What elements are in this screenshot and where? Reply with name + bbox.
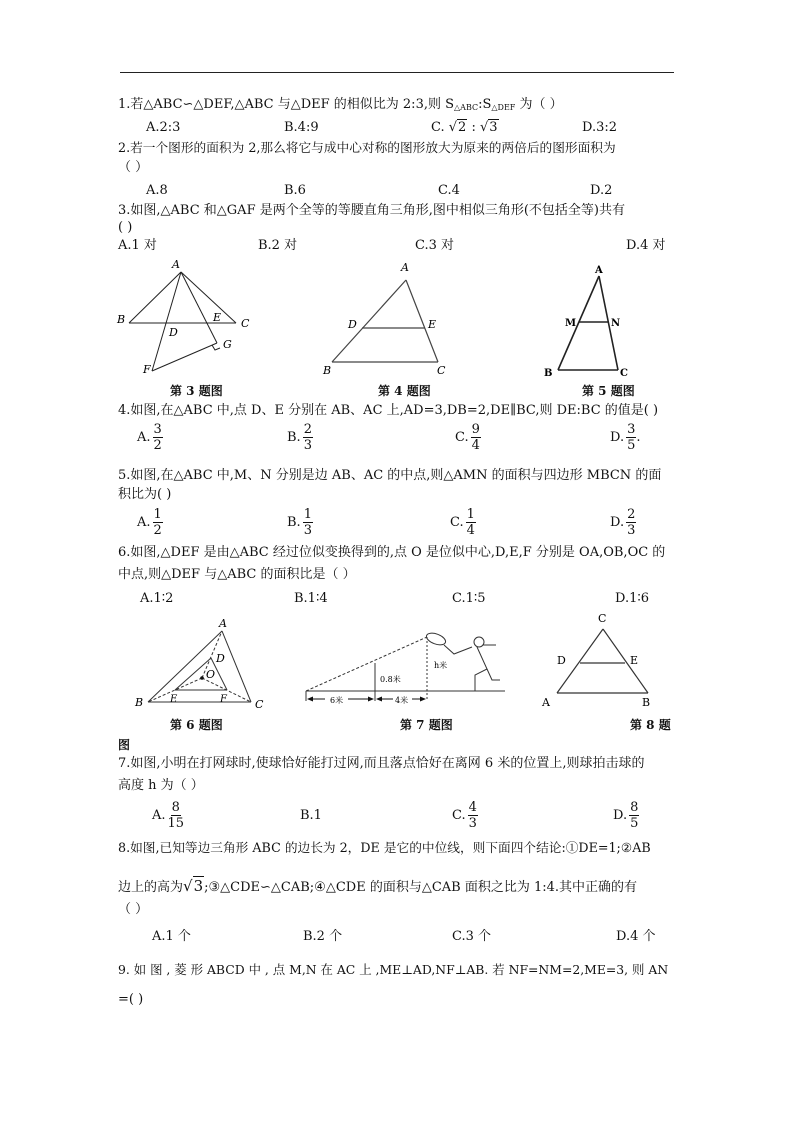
racket-height-label: h米 (434, 661, 448, 670)
net-height-label: 0.8米 (380, 675, 401, 684)
label-n: N (611, 318, 621, 329)
question-4-stem: 4.如图,在△ABC 中,点 D、E 分别在 AB、AC 上,AD=3,DB=2,DE∥BC,则 DE:BC 的值是( ) (118, 403, 659, 418)
q5-option-c (450, 507, 476, 538)
label-d: D (557, 654, 566, 667)
numerator: 1 (153, 507, 162, 522)
denominator: 3 (468, 816, 477, 831)
player-arm (444, 645, 472, 654)
label-e: E (630, 654, 639, 667)
numerator: 3 (153, 422, 162, 437)
question-2-stem: 2.若一个图形的面积为 2,那么将它与成中心对称的图形放大为原来的两倍后的图形面积为 (118, 140, 616, 155)
q8-stem-part: ;③△CDE∽△CAB;④△CDE 的面积与△CAB 面积之比为 1:4.其中正确的有 (204, 880, 638, 895)
radicand: 3 (193, 877, 204, 895)
q8-stem-part: 边上的高为 (118, 880, 184, 895)
fraction (466, 507, 476, 538)
label-b: B (117, 313, 126, 326)
q6-option-c: C.1∶5 (452, 591, 486, 606)
q5-option-b (287, 507, 313, 538)
q3-answer-paren: ( ) (118, 220, 133, 235)
q2-option-a: A.8 (146, 183, 168, 198)
figure-6-caption: 第 6 题图 (170, 718, 223, 732)
question-1-stem (118, 97, 563, 116)
option-letter: C. (455, 430, 469, 445)
q8-option-d: D.4 个 (616, 929, 656, 944)
question-5-stem-cont: 积比为( ) (118, 487, 172, 502)
label-b: B (544, 368, 553, 379)
q1-option-b: B.4:9 (284, 120, 319, 135)
question-7-stem: 7.如图,小明在打网球时,使球恰好能打过网,而且落点恰好在离网 6 米的位置上,则球拍击球的 (118, 756, 645, 771)
q8-answer-paren: （ ） (118, 902, 149, 917)
segment-ac (222, 631, 251, 702)
q3-option-d: D.4 对 (626, 238, 666, 253)
right-angle-mark (212, 345, 220, 350)
label-m: M (565, 318, 577, 329)
option-letter: B. (287, 515, 301, 530)
player-head (474, 637, 484, 647)
denominator: 3 (303, 438, 312, 453)
numerator: 2 (303, 422, 312, 437)
q7-option-a (152, 800, 184, 831)
question-5-stem: 5.如图,在△ABC 中,M、N 分别是边 AB、AC 的中点,则△AMN 的面积与四边形 MBCN 的面 (118, 468, 662, 483)
q6-option-a: A.1∶2 (140, 591, 174, 606)
q2-option-b: B.6 (284, 183, 306, 198)
segment-ag (181, 272, 217, 343)
question-8-stem: 8.如图,已知等边三角形 ABC 的边长为 2，DE 是它的中位线，则下面四个结论:①DE=1;②AB (118, 840, 651, 855)
fraction (471, 422, 481, 453)
label-e: E (428, 318, 437, 331)
player-leg-front (487, 669, 500, 680)
label-f: F (143, 363, 151, 376)
q1-stem-part: 1.若△ABC∽△DEF,△ABC 与△DEF 的相似比为 2:3,则 S (118, 97, 455, 112)
label-g: G (223, 338, 232, 351)
figure-5-caption: 第 5 题图 (582, 384, 635, 398)
segment-cb (603, 629, 648, 693)
label-d: D (216, 652, 225, 665)
option-letter: C. (450, 515, 464, 530)
label-c: C (598, 612, 607, 625)
segment-ab (332, 280, 406, 362)
numerator: 1 (466, 507, 475, 522)
radicand: 2 (458, 120, 467, 135)
label-a: A (542, 696, 550, 709)
q3-option-a: A.1 对 (118, 238, 157, 253)
label-a: A (595, 265, 603, 276)
player-leg-back (475, 647, 487, 691)
segment-fg (152, 343, 217, 371)
fraction (626, 507, 636, 538)
radicand: 3 (489, 120, 498, 135)
q3-option-c: C.3 对 (415, 238, 455, 253)
q5-option-d (610, 507, 636, 538)
question-6-stem-cont: 中点,则△DEF 与△ABC 的面积比是（ ） (118, 567, 356, 582)
segment-ab (148, 631, 222, 702)
racket (425, 631, 447, 647)
numerator: 8 (630, 800, 639, 815)
figure-8-caption: 第 8 题 (630, 718, 671, 732)
q4-option-b (287, 422, 313, 453)
option-letter: C. (452, 808, 466, 823)
sqrt-symbol: √3 (479, 120, 498, 135)
fraction (303, 422, 313, 453)
q7-option-d (613, 800, 639, 831)
denominator: 2 (153, 438, 162, 453)
option-letter: D. (610, 430, 625, 445)
label-b: B (323, 364, 332, 377)
segment-ac (181, 272, 236, 323)
numerator: 9 (471, 422, 480, 437)
label-e: E (213, 311, 222, 324)
denominator: 15 (167, 816, 185, 831)
q2-option-d: D.2 (590, 183, 613, 198)
q1-option-c (431, 120, 499, 136)
q5-option-a (137, 507, 163, 538)
figure-6 (130, 615, 270, 715)
label-a: A (172, 258, 180, 271)
q4-option-c (455, 422, 481, 453)
figure-7 (300, 625, 510, 715)
figure-8 (535, 607, 665, 707)
q4-option-a (137, 422, 163, 453)
q1-answer-paren: 为（ ） (515, 97, 563, 112)
label-f: F (220, 694, 227, 705)
q4-option-d (610, 422, 641, 453)
q7-option-b: B.1 (300, 808, 322, 823)
q1-option-c-letter: C. (431, 120, 449, 135)
q1-option-d: D.3:2 (582, 120, 618, 135)
fraction (153, 507, 163, 538)
q1-subscript-def: △DEF (491, 103, 516, 112)
q2-answer-paren: （ ） (118, 160, 149, 175)
label-d: D (169, 326, 178, 339)
q1-option-a: A.2:3 (146, 120, 181, 135)
option-letter: D. (610, 515, 625, 530)
label-c: C (241, 317, 250, 330)
label-a: A (401, 261, 409, 274)
q6-option-d: D.1∶6 (615, 591, 650, 606)
q1-colon: :S (478, 97, 492, 112)
distance-4-label: 4米 (395, 696, 409, 705)
figure-3-caption: 第 3 题图 (170, 384, 223, 398)
center-point-o (200, 676, 204, 680)
figure-7-caption: 第 7 题图 (400, 718, 453, 732)
fraction (153, 422, 163, 453)
denominator: 4 (466, 523, 475, 538)
question-6-stem: 6.如图,△DEF 是由△ABC 经过位似变换得到的,点 O 是位似中心,D,E,F 分别是 OA,OB,OC 的 (118, 545, 666, 560)
q7-option-c (452, 800, 478, 831)
numerator: 8 (171, 800, 180, 815)
question-9-stem-cont: =( ) (118, 992, 144, 1007)
q2-option-c: C.4 (438, 183, 460, 198)
header-rule (120, 72, 674, 73)
label-e: E (170, 694, 178, 705)
question-7-stem-cont: 高度 h 为（ ） (118, 778, 204, 793)
distance-6-label: 6米 (330, 696, 344, 705)
denominator: 3 (627, 523, 636, 538)
label-c: C (437, 364, 446, 377)
fraction (629, 800, 639, 831)
option-letter: D. (613, 808, 628, 823)
figure-4-caption: 第 4 题图 (378, 384, 431, 398)
denominator: 5 (630, 816, 639, 831)
denominator: 2 (153, 523, 162, 538)
numerator: 2 (627, 507, 636, 522)
question-3-stem: 3.如图,△ABC 和△GAF 是两个全等的等腰直角三角形,图中相似三角形(不包括全等)共有 (118, 203, 625, 218)
q8-option-c: C.3 个 (452, 929, 492, 944)
numerator: 4 (468, 800, 477, 815)
q3-option-b: B.2 对 (258, 238, 298, 253)
figure-5 (540, 262, 650, 378)
q1-subscript-abc: △ABC (454, 103, 479, 112)
ratio-colon: : (467, 120, 480, 135)
option-letter: A. (137, 515, 151, 530)
fraction (468, 800, 478, 831)
q8-option-b: B.2 个 (303, 929, 343, 944)
trailing-period: . (636, 430, 641, 445)
numerator: 3 (627, 422, 636, 437)
label-d: D (348, 318, 357, 331)
label-b: B (642, 696, 651, 709)
label-a: A (219, 617, 227, 630)
denominator: 5 (627, 438, 636, 453)
dashed-rays (148, 631, 251, 702)
question-9-stem: 9. 如 图 , 菱 形 ABCD 中 , 点 M,N 在 AC 上 ,ME⊥AD,NF⊥AB. 若 NF=NM=2,ME=3, 则 AN (118, 962, 669, 977)
q6-option-b: B.1∶4 (294, 591, 328, 606)
fraction (303, 507, 313, 538)
question-8-stem-cont (118, 878, 637, 896)
numerator: 1 (303, 507, 312, 522)
option-letter: A. (152, 808, 166, 823)
option-letter: A. (137, 430, 151, 445)
label-c: C (620, 368, 628, 379)
denominator: 4 (471, 438, 480, 453)
fraction (626, 422, 636, 453)
option-letter: B. (287, 430, 301, 445)
figure-3 (115, 258, 255, 378)
ball-trajectory (306, 637, 427, 691)
q8-option-a: A.1 个 (152, 929, 191, 944)
figure-8-caption-wrap: 图 (118, 738, 131, 752)
label-c: C (255, 698, 264, 711)
fraction (168, 800, 185, 831)
label-b: B (135, 696, 144, 709)
label-o: O (206, 668, 216, 681)
sqrt-symbol: √2 (448, 120, 467, 135)
sqrt-symbol: √3 (183, 877, 204, 895)
denominator: 3 (303, 523, 312, 538)
figure-4 (320, 258, 450, 376)
